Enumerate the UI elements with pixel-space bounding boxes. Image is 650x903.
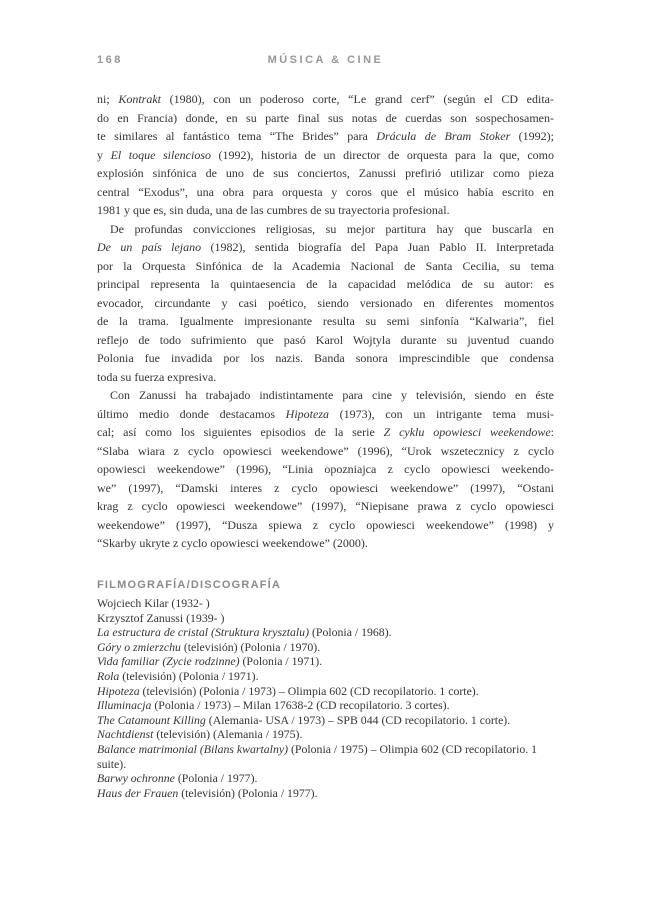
italic-title-text: Balance matrimonial (Bilans kwartalny) xyxy=(97,741,289,756)
body-text-line xyxy=(97,386,554,405)
body-text-segment: 1981 y que es, sin duda, una de las cumbres de su trayectoria profesional. xyxy=(97,203,450,217)
body-text-segment: (1973), con un intrigante tema musi- xyxy=(329,406,554,421)
body-text-line xyxy=(97,220,554,239)
italic-title-text: Rola xyxy=(97,668,123,683)
body-text-segment: : xyxy=(550,425,554,439)
body-text-segment: we” (1997), “Damski interes z cyclo opowiesci weekendowe” (1997), “Ostani xyxy=(97,480,554,495)
filmography-entry-line xyxy=(97,786,554,801)
body-text-line xyxy=(97,460,554,479)
body-text-line xyxy=(97,90,554,109)
italic-title-text: Z cyklu opowiesci weekendowe xyxy=(383,425,551,439)
filmography-entry-line xyxy=(97,596,554,611)
body-text-segment: Krzysztof Zanussi (1939- ) xyxy=(97,610,225,625)
body-text-segment: (1992); xyxy=(510,129,554,143)
body-text-segment: Con Zanussi ha trabajado indistintamente para cine y televisión, siendo en éste xyxy=(110,388,554,402)
filmography-entry-line xyxy=(97,771,554,786)
body-text-segment: cal; así como los siguientes episodios de la serie xyxy=(97,425,384,439)
body-text-segment: opowiesci weekendowe” (1996), “Linia opozniajca z cyclo opowiesci weekendo- xyxy=(97,462,554,476)
body-text-line xyxy=(97,423,554,442)
filmography-entry-line xyxy=(97,698,554,713)
body-text-segment: (1992), historia de un director de orquesta para la que, como xyxy=(211,147,554,162)
body-text-line xyxy=(97,127,554,146)
filmography-entry-line xyxy=(97,654,554,669)
body-text-segment: toda su fuerza expresiva. xyxy=(97,369,217,384)
filmography-entry-line xyxy=(97,757,554,772)
filmography-entry-line xyxy=(97,669,554,684)
body-text-segment: (1982), sentida biografía del Papa Juan Pablo II. Interpretada xyxy=(201,240,554,254)
body-text-segment: te similares al fantástico tema “The Brides” para xyxy=(97,129,377,143)
italic-title-text: Barwy ochronne xyxy=(97,771,175,786)
body-text-line xyxy=(97,368,554,387)
body-text-segment: evocador, circundante y casi poético, siendo versionado en diferentes momentos xyxy=(97,295,554,310)
body-text-block xyxy=(97,90,554,553)
filmography-entry-line xyxy=(97,742,554,757)
body-text-segment: (Polonia / 1971). xyxy=(239,654,323,669)
body-text-segment: (televisión) (Alemania / 1975). xyxy=(156,727,303,742)
body-text-segment: (1980), con un poderoso corte, “Le grand cerf” (según el CD edita- xyxy=(161,92,554,106)
italic-title-text: El toque silencioso xyxy=(110,147,211,162)
italic-title-text: La estructura de cristal (Struktura krysztalu) xyxy=(97,625,310,640)
italic-title-text: Vida familiar (Zycie rodzinne) xyxy=(97,654,240,669)
body-text-line xyxy=(97,405,554,424)
body-text-segment: do en Francia) donde, en su parte final sus notas de cuerdas son sospechosamen- xyxy=(97,110,554,125)
body-text-line xyxy=(97,479,554,498)
body-text-segment: (Polonia / 1973) – Milan 17638-2 (CD recopilatorio. 3 cortes). xyxy=(151,698,450,713)
body-text-segment: y xyxy=(97,147,111,162)
filmography-entry-line xyxy=(97,625,554,640)
body-text-line xyxy=(97,183,554,202)
body-text-segment: krag z cyclo opowiesci weekendowe” (1997), “Niepisane prawa z cyclo opowiesci xyxy=(97,499,554,513)
body-text-segment: último medio donde destacamos xyxy=(97,406,286,421)
filmography-list xyxy=(97,596,554,800)
body-text-line xyxy=(97,164,554,183)
body-text-line xyxy=(97,257,554,276)
body-text-line xyxy=(97,201,554,220)
body-text-segment: (televisión) (Polonia / 1973) – Olimpia 602 (CD recopilatorio. 1 corte). xyxy=(142,683,479,698)
body-text-segment: Wojciech Kilar (1932- ) xyxy=(97,596,210,610)
italic-title-text: Hipoteza xyxy=(97,683,143,698)
italic-title-text: Kontrakt xyxy=(118,92,161,106)
header-title: MÚSICA & CINE xyxy=(267,54,384,66)
italic-title-text: Nachtdienst xyxy=(97,727,157,742)
body-text-segment: (Polonia / 1968). xyxy=(309,625,392,640)
body-text-line xyxy=(97,331,554,350)
body-text-segment: Polonia fue invadida por los nazis. Banda sonora imprescindible que condensa xyxy=(97,351,554,365)
body-text-segment: “Skarby ukryte z cyclo opowiesci weekendowe” (2000). xyxy=(97,536,368,550)
body-text-segment: ni; xyxy=(97,92,119,106)
body-text-segment: De profundas convicciones religiosas, su mejor partitura hay que buscarla en xyxy=(110,221,554,236)
body-text-line xyxy=(97,312,554,331)
running-header xyxy=(97,54,554,68)
italic-title-text: Illuminacja xyxy=(97,698,152,713)
body-text-line xyxy=(97,442,554,461)
body-text-segment: (Polonia / 1977). xyxy=(174,771,258,786)
body-text-segment: principal representa la quintaesencia de la capacidad melódica de su autor: es xyxy=(97,277,554,291)
filmography-entry-line xyxy=(97,611,554,626)
italic-title-text: Drácula de Bram Stoker xyxy=(376,129,511,143)
filmography-heading: FILMOGRAFÍA/DISCOGRAFÍA xyxy=(97,579,282,591)
body-text-line xyxy=(97,294,554,313)
body-text-line xyxy=(97,275,554,294)
body-text-segment: (televisión) (Polonia / 1977). xyxy=(181,785,318,800)
body-text-segment: explosión sinfónica de uno de sus conciertos, Zanussi prefirió utilizar como pieza xyxy=(97,166,554,180)
italic-title-text: Hipoteza xyxy=(285,406,329,421)
body-text-segment: por la Orquesta Sinfónica de la Academia Nacional de Santa Cecilia, su tema xyxy=(97,258,554,273)
body-text-line xyxy=(97,534,554,553)
body-text-segment: (televisión) (Polonia / 1970). xyxy=(180,639,321,654)
body-text-line xyxy=(97,349,554,368)
italic-title-text: De un país lejano xyxy=(97,240,202,254)
filmography-entry-line xyxy=(97,727,554,742)
body-text-line xyxy=(97,238,554,257)
body-text-segment: reflejo de todo sufrimiento que pasó Karol Wojtyla durante su juventud cuando xyxy=(97,332,554,347)
body-text-segment: central “Exodus”, una obra para orquesta y coros que el músico había escrito en xyxy=(97,184,554,199)
body-text-line xyxy=(97,146,554,165)
body-text-segment: (Polonia / 1975) – Olimpia 602 (CD recopilatorio. 1 xyxy=(288,741,538,756)
body-text-segment: (televisión) (Polonia / 1971). xyxy=(122,668,259,683)
italic-title-text: Góry o zmierzchu xyxy=(97,639,181,654)
filmography-entry-line xyxy=(97,640,554,655)
body-text-line xyxy=(97,516,554,535)
page-number: 168 xyxy=(97,54,123,66)
body-text-segment: de la trama. Igualmente impresionante resulta su semi sinfonía “Kalwaria”, fiel xyxy=(97,314,554,328)
body-text-line xyxy=(97,497,554,516)
body-text-line xyxy=(97,109,554,128)
italic-title-text: The Catamount Killing xyxy=(97,712,206,727)
filmography-entry-line xyxy=(97,713,554,728)
italic-title-text: Haus der Frauen xyxy=(97,785,182,800)
body-text-segment: suite). xyxy=(97,756,127,771)
body-text-segment: weekendowe” (1997), “Dusza spiewa z cyclo opowiesci weekendowe” (1998) y xyxy=(97,517,554,532)
body-text-segment: “Slaba wiara z cyclo opowiesci weekendowe” (1996), “Urok wszetecznicy z cyclo xyxy=(97,443,554,458)
body-text-segment: (Alemania- USA / 1973) – SPB 044 (CD recopilatorio. 1 corte). xyxy=(205,712,511,727)
filmography-entry-line xyxy=(97,684,554,699)
